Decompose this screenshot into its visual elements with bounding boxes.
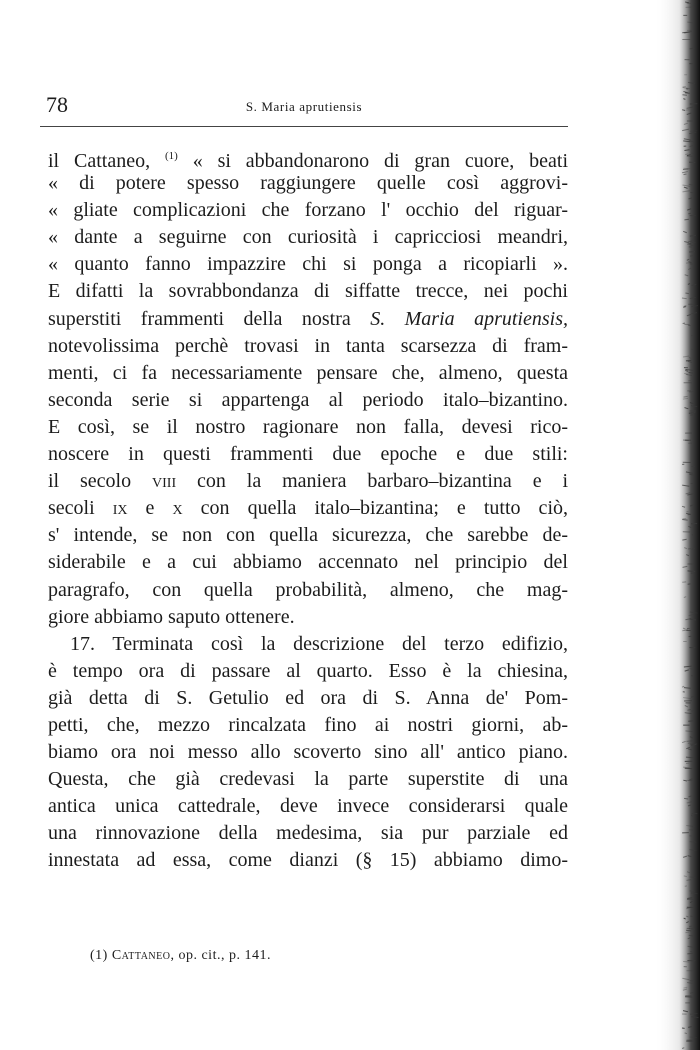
edge-speck — [683, 168, 690, 169]
edge-speck — [684, 306, 687, 307]
text-line: paragrafo, con quella probabilità, almeno, che mag- — [48, 578, 568, 601]
text-line: Questa, che già credevasi la parte superstite di una — [48, 768, 568, 791]
edge-speck — [688, 743, 690, 744]
text-line: 17. Terminata così la descrizione del terzo edifizio, — [70, 632, 568, 655]
edge-speck — [688, 571, 696, 572]
body-text — [48, 143, 568, 875]
header-rule — [40, 126, 568, 127]
edge-speck — [686, 360, 691, 361]
edge-speck — [682, 520, 687, 521]
edge-speck — [690, 842, 697, 843]
text-span: « si abbandonarono di gran cuore, beati — [192, 150, 569, 172]
edge-speck — [683, 169, 689, 170]
edge-speck — [685, 93, 690, 94]
edge-speck — [686, 763, 689, 764]
text-span: con la maniera barbaro–bizantina e i — [197, 470, 569, 493]
text-line: E così, se il nostro ragionare non falla, devesi rico- — [48, 415, 568, 438]
text-line: seconda serie si appartenga al periodo italo–bizantino. — [48, 388, 568, 411]
text-line: « di potere spesso raggiungere quelle così aggrovi- — [48, 172, 568, 195]
text-line — [48, 495, 568, 522]
footnote-marker: (1) — [90, 948, 108, 963]
footnote — [90, 946, 271, 966]
italic-title: S. Maria aprutiensis, — [370, 307, 568, 330]
text-line: antica unica cattedrale, deve invece considerarsi quale — [48, 795, 568, 818]
edge-speck — [689, 1040, 692, 1041]
edge-speck — [682, 298, 687, 299]
text-line: una rinnovazione della medesima, sia pur parziale ed — [48, 822, 568, 845]
footnote-author: Cattaneo, — [111, 948, 175, 963]
footnote-reference: (1) — [164, 150, 178, 162]
page-header — [40, 92, 568, 122]
edge-speck — [684, 219, 689, 220]
text-line: menti, ci fa necessariamente pensare che, almeno, questa — [48, 361, 568, 384]
edge-speck — [689, 1037, 696, 1038]
edge-speck — [684, 798, 688, 799]
edge-speck — [690, 192, 694, 193]
roman-numeral: x — [172, 497, 183, 520]
text-line: innestata ad essa, come dianzi (§ 15) abbiamo dimo- — [48, 849, 568, 872]
text-span: e — [145, 497, 155, 520]
edge-speck — [688, 805, 691, 806]
edge-speck — [683, 99, 685, 100]
text-line: siderabile e a cui abbiamo accennato nel principio del — [48, 551, 568, 574]
edge-speck — [686, 930, 691, 931]
edge-speck — [683, 961, 689, 962]
text-line: notevolissima perchè trovasi in tanta scarsezza di fram- — [48, 334, 568, 357]
text-span: il Cattaneo, — [48, 150, 151, 172]
text-line — [48, 468, 568, 495]
edge-speck — [682, 95, 686, 96]
text-span: il secolo — [48, 470, 132, 493]
roman-numeral: viii — [152, 470, 177, 493]
text-line: « gliate complicazioni che forzano l' occhio del riguar- — [48, 199, 568, 222]
edge-speck — [687, 880, 692, 881]
running-title: S. Maria aprutiensis — [245, 99, 363, 114]
edge-speck — [683, 174, 686, 175]
edge-speck — [685, 154, 688, 155]
page-number: 78 — [46, 92, 68, 117]
text-line: s' intende, se non con quella sicurezza, che sarebbe de- — [48, 524, 568, 547]
text-line — [48, 143, 568, 170]
roman-numeral: ix — [112, 497, 128, 520]
text-line: già detta di S. Getulio ed ora di S. Anna de' Pom- — [48, 686, 568, 709]
text-line: è tempo ora di passare al quarto. Esso è la chiesina, — [48, 659, 568, 682]
edge-speck — [689, 413, 695, 414]
edge-speck — [684, 150, 689, 151]
edge-speck — [690, 131, 697, 132]
edge-speck — [685, 293, 688, 294]
text-line: biamo ora noi messo allo scoverto sino all' antico piano. — [48, 741, 568, 764]
edge-speck — [686, 741, 692, 742]
edge-speck — [691, 335, 694, 336]
text-line: E difatti la sovrabbondanza di siffatte trecce, nei pochi — [48, 280, 568, 303]
footnote-text: op. cit., p. 141. — [178, 948, 271, 963]
text-span: secoli — [48, 497, 95, 520]
edge-speck — [689, 668, 692, 669]
edge-speck — [689, 935, 693, 936]
text-line: noscere in questi frammenti due epoche e due stili: — [48, 443, 568, 466]
edge-speck — [684, 688, 691, 689]
page-edge-shadow — [654, 0, 700, 1050]
text-line: giore abbiamo saputo ottenere. — [48, 605, 295, 628]
text-line — [48, 306, 568, 333]
edge-speck — [686, 757, 693, 758]
edge-speck — [688, 213, 691, 214]
text-line: « quanto fanno impazzire chi si ponga a ricopiarli ». — [48, 253, 568, 276]
edge-speck — [683, 86, 686, 87]
text-span: superstiti frammenti della nostra — [48, 307, 351, 330]
text-span: con quella italo–bizantina; e tutto ciò, — [200, 497, 568, 520]
text-line: « dante a seguirne con curiosità i capricciosi meandri, — [48, 226, 568, 249]
text-line: petti, che, mezzo rincalzata fino ai nostri giorni, ab- — [48, 713, 568, 736]
